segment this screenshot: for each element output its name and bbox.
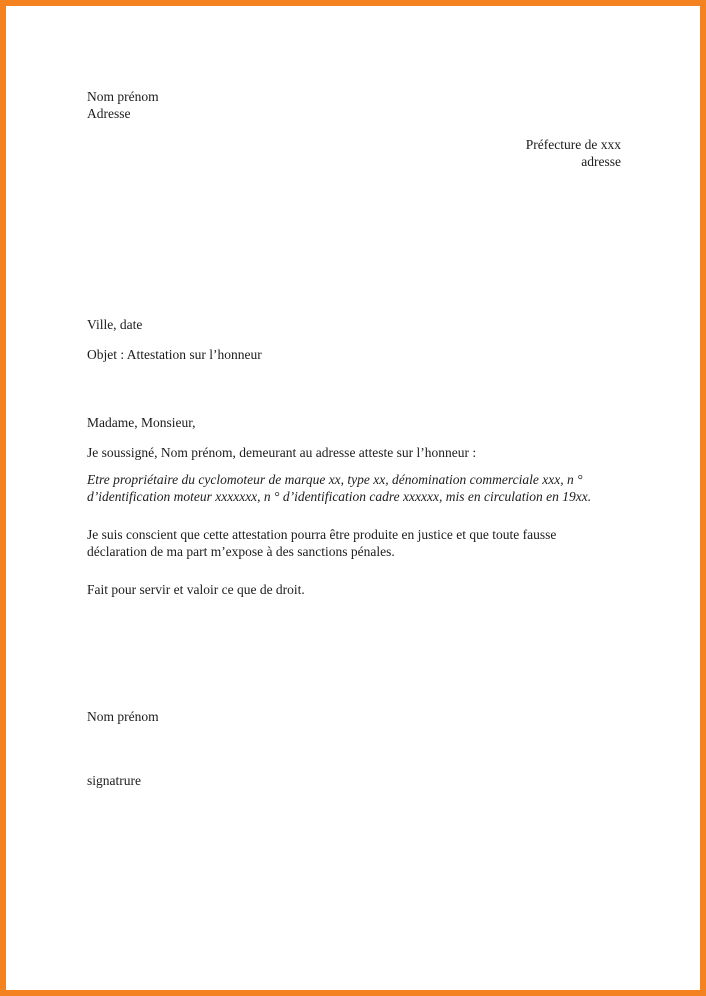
sender-address: Adresse	[87, 106, 131, 121]
subject-line: Objet : Attestation sur l’honneur	[87, 347, 262, 362]
closing-line: Fait pour servir et valoir ce que de droit.	[87, 582, 305, 597]
warning-paragraph	[87, 526, 647, 560]
signature-label: signatrure	[87, 773, 141, 788]
salutation: Madame, Monsieur,	[87, 415, 196, 430]
city-date-line: Ville, date	[87, 317, 143, 332]
declaration-line-2: d’identification moteur xxxxxxx, n ° d’identification cadre xxxxxx, mis en circulation en 19xx.	[87, 489, 592, 504]
recipient-block	[526, 136, 621, 170]
warning-line-1: Je suis conscient que cette attestation pourra être produite en justice et que toute fausse	[87, 527, 557, 542]
recipient-address: adresse	[581, 154, 621, 169]
signature-name: Nom prénom	[87, 709, 159, 724]
declaration-line-1: Etre propriétaire du cyclomoteur de marque xx, type xx, dénomination commerciale xxx, n °	[87, 472, 583, 487]
recipient-name: Préfecture de xxx	[525, 137, 621, 152]
declaration-paragraph	[87, 471, 647, 505]
sender-block	[87, 88, 159, 122]
sender-name: Nom prénom	[87, 89, 159, 104]
warning-line-2: déclaration de ma part m’expose à des sanctions pénales.	[87, 544, 395, 559]
intro-paragraph: Je soussigné, Nom prénom, demeurant au adresse atteste sur l’honneur :	[87, 445, 477, 460]
